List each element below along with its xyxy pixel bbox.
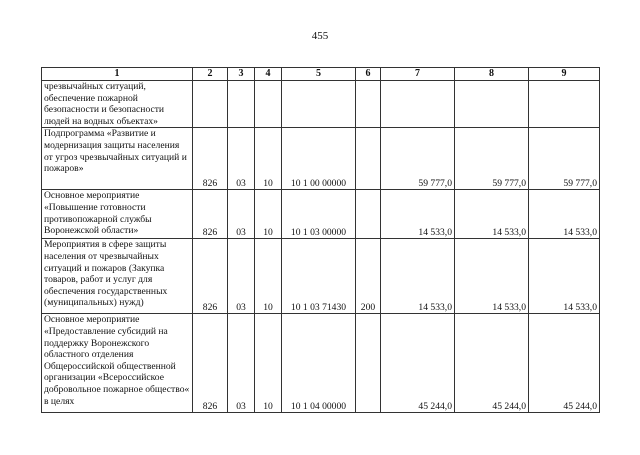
page-number: 455 bbox=[311, 30, 329, 42]
row-name-cell: Подпрограмма «Развитие и модернизация защиты населения от угроз чрезвычайных ситуаций и пожаров» bbox=[42, 128, 193, 190]
cell-subsection: 10 bbox=[255, 128, 282, 190]
cell-subsection: 10 bbox=[255, 190, 282, 239]
budget-table bbox=[41, 67, 600, 413]
cell-admin-code: 826 bbox=[193, 128, 228, 190]
cell-section: 03 bbox=[228, 128, 255, 190]
column-header: 1 bbox=[42, 68, 193, 81]
row-name-cell: Основное мероприятие «Повышение готовности противопожарной службы Воронежской области» bbox=[42, 190, 193, 239]
cell-target-article bbox=[282, 81, 356, 128]
cell-expense-type bbox=[356, 81, 381, 128]
column-header: 4 bbox=[255, 68, 282, 81]
cell-amount-3 bbox=[529, 81, 600, 128]
cell-amount-2: 59 777,0 bbox=[455, 128, 529, 190]
cell-expense-type bbox=[356, 314, 381, 413]
column-header: 7 bbox=[381, 68, 455, 81]
cell-amount-3: 14 533,0 bbox=[529, 190, 600, 239]
table-header-row bbox=[42, 68, 600, 81]
row-name-cell: Мероприятия в сфере защиты населения от чрезвычайных ситуаций и пожаров (Закупка товаров, работ и услуг для обеспечения государственных (муниципальных) нужд) bbox=[42, 239, 193, 314]
table-row bbox=[42, 128, 600, 190]
cell-amount-1 bbox=[381, 81, 455, 128]
row-name-cell: Основное мероприятие «Предоставление субсидий на поддержку Воронежского областного отделения Общероссийской общественной организации «Всероссийское добровольное пожарное общество« в целях bbox=[42, 314, 193, 413]
cell-subsection: 10 bbox=[255, 314, 282, 413]
cell-amount-1: 14 533,0 bbox=[381, 190, 455, 239]
cell-section: 03 bbox=[228, 239, 255, 314]
column-header: 9 bbox=[529, 68, 600, 81]
table-row bbox=[42, 239, 600, 314]
cell-admin-code bbox=[193, 81, 228, 128]
cell-section: 03 bbox=[228, 314, 255, 413]
cell-amount-1: 59 777,0 bbox=[381, 128, 455, 190]
cell-expense-type: 200 bbox=[356, 239, 381, 314]
cell-amount-2: 45 244,0 bbox=[455, 314, 529, 413]
table-row bbox=[42, 81, 600, 128]
cell-amount-3: 59 777,0 bbox=[529, 128, 600, 190]
column-header: 3 bbox=[228, 68, 255, 81]
cell-admin-code: 826 bbox=[193, 239, 228, 314]
cell-expense-type bbox=[356, 128, 381, 190]
cell-amount-2: 14 533,0 bbox=[455, 239, 529, 314]
cell-subsection bbox=[255, 81, 282, 128]
row-name-cell: чрезвычайных ситуаций, обеспечение пожарной безопасности и безопасности людей на водных объектах» bbox=[42, 81, 193, 128]
cell-target-article: 10 1 03 00000 bbox=[282, 190, 356, 239]
cell-target-article: 10 1 03 71430 bbox=[282, 239, 356, 314]
cell-section bbox=[228, 81, 255, 128]
cell-amount-2 bbox=[455, 81, 529, 128]
column-header: 6 bbox=[356, 68, 381, 81]
cell-amount-2: 14 533,0 bbox=[455, 190, 529, 239]
cell-amount-3: 45 244,0 bbox=[529, 314, 600, 413]
column-header: 8 bbox=[455, 68, 529, 81]
cell-expense-type bbox=[356, 190, 381, 239]
cell-admin-code: 826 bbox=[193, 314, 228, 413]
cell-section: 03 bbox=[228, 190, 255, 239]
table-row bbox=[42, 314, 600, 413]
cell-target-article: 10 1 00 00000 bbox=[282, 128, 356, 190]
cell-amount-1: 14 533,0 bbox=[381, 239, 455, 314]
cell-target-article: 10 1 04 00000 bbox=[282, 314, 356, 413]
column-header: 5 bbox=[282, 68, 356, 81]
cell-subsection: 10 bbox=[255, 239, 282, 314]
cell-amount-3: 14 533,0 bbox=[529, 239, 600, 314]
cell-admin-code: 826 bbox=[193, 190, 228, 239]
table-row bbox=[42, 190, 600, 239]
cell-amount-1: 45 244,0 bbox=[381, 314, 455, 413]
column-header: 2 bbox=[193, 68, 228, 81]
